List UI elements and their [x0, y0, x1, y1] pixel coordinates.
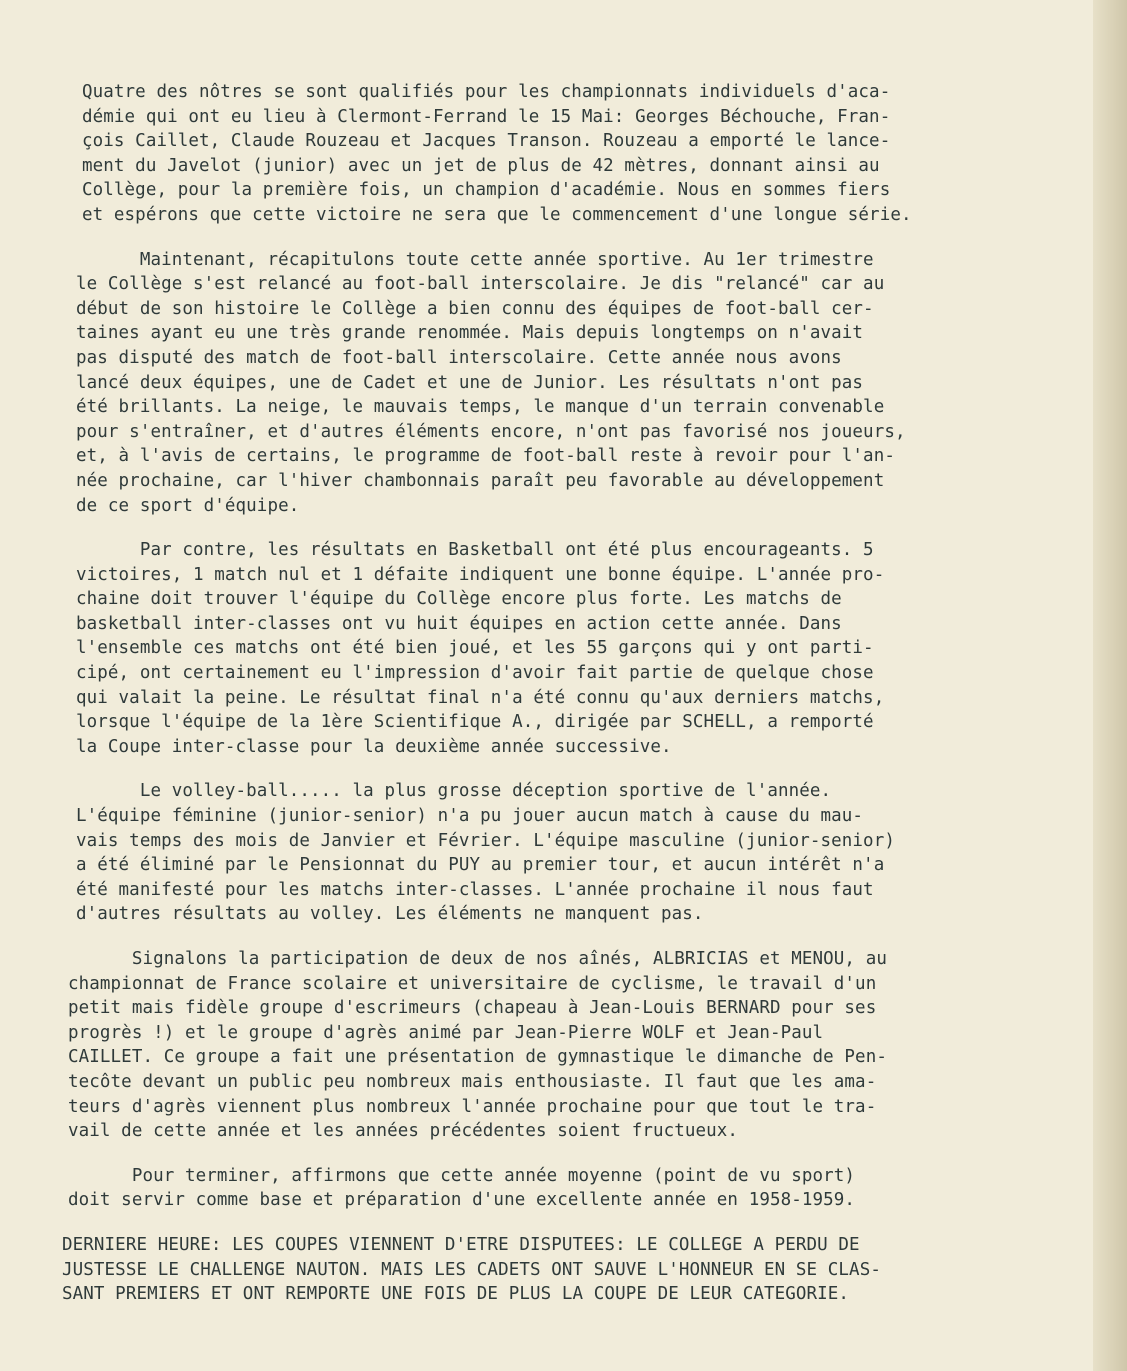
text-line: été manifesté pour les matchs inter-classes. L'année prochaine il nous faut	[76, 879, 874, 900]
text-line: SANT PREMIERS ET ONT REMPORTE UNE FOIS DE PLUS LA COUPE DE LEUR CATEGORIE.	[62, 1284, 850, 1305]
text-line: chaine doit trouver l'équipe du Collège encore plus forte. Les matchs de	[76, 589, 842, 610]
text-line: progrès !) et le groupe d'agrès animé par Jean-Pierre WOLF et Jean-Paul	[68, 1022, 824, 1043]
paragraph-academy-championships	[62, 80, 1092, 228]
text-line: Pour terminer, affirmons que cette année moyenne (point de vu sport)	[68, 1165, 856, 1186]
text-line: cipé, ont certainement eu l'impression d'avoir fait partie de quelque chose	[76, 663, 874, 684]
text-line: vail de cette année et les années précédentes soient fructueux.	[68, 1121, 739, 1142]
text-line: DERNIERE HEURE: LES COUPES VIENNENT D'ETRE DISPUTEES: LE COLLEGE A PERDU DE	[62, 1234, 860, 1255]
text-line: la Coupe inter-classe pour la deuxième année successive.	[76, 736, 672, 757]
text-line: pour s'entraîner, et d'autres éléments encore, n'ont pas favorisé nos joueurs,	[76, 421, 906, 442]
text-line: pas disputé des match de foot-ball interscolaire. Cette année nous avons	[76, 347, 842, 368]
page-edge	[1093, 0, 1127, 1371]
paragraph-basketball	[62, 538, 1092, 759]
text-line: CAILLET. Ce groupe a fait une présentation de gymnastique le dimanche de Pen-	[68, 1047, 887, 1068]
text-line: lorsque l'équipe de la 1ère Scientifique A., dirigée par SCHELL, a remporté	[76, 712, 874, 733]
text-line: ment du Javelot (junior) avec un jet de plus de 42 mètres, donnant ainsi au	[82, 155, 880, 176]
text-line: Maintenant, récapitulons toute cette année sportive. Au 1er trimestre	[76, 249, 874, 270]
paragraph-conclusion	[62, 1164, 1092, 1213]
text-line: teurs d'agrès viennent plus nombreux l'année prochaine pour que tout le tra-	[68, 1096, 877, 1117]
paragraph-football	[62, 248, 1092, 519]
text-line: démie qui ont eu lieu à Clermont-Ferrand le 15 Mai: Georges Béchouche, Fran-	[82, 106, 891, 127]
text-line: et espérons que cette victoire ne sera que le commencement d'une longue série.	[82, 204, 912, 225]
text-line: l'ensemble ces matchs ont été bien joué, et les 55 garçons qui y ont parti-	[76, 638, 874, 659]
text-line: et, à l'avis de certains, le programme de foot-ball reste à revoir pour l'an-	[76, 446, 895, 467]
text-line: de ce sport d'équipe.	[76, 495, 300, 516]
text-line: a été éliminé par le Pensionnat du PUY au premier tour, et aucun intérêt n'a	[76, 855, 885, 876]
text-line: victoires, 1 match nul et 1 défaite indiquent une bonne équipe. L'année pro-	[76, 564, 885, 585]
paragraph-other-sports	[62, 947, 1092, 1144]
text-line: vais temps des mois de Janvier et Février. L'équipe masculine (junior-senior)	[76, 830, 895, 851]
text-line: L'équipe féminine (junior-senior) n'a pu jouer aucun match à cause du mau-	[76, 806, 864, 827]
text-line: tecôte devant un public peu nombreux mais enthousiaste. Il faut que les ama-	[68, 1071, 877, 1092]
paragraph-late-news	[62, 1233, 1092, 1307]
text-line: basketball inter-classes ont vu huit équipes en action cette année. Dans	[76, 613, 842, 634]
text-line: d'autres résultats au volley. Les éléments ne manquent pas.	[76, 904, 704, 925]
text-line: été brillants. La neige, le mauvais temps, le manque d'un terrain convenable	[76, 397, 885, 418]
typed-document	[62, 80, 1092, 1327]
text-line: née prochaine, car l'hiver chambonnais paraît peu favorable au développement	[76, 470, 885, 491]
text-line: Le volley-ball..... la plus grosse déception sportive de l'année.	[76, 781, 832, 802]
text-line: doit servir comme base et préparation d'une excellente année en 1958-1959.	[68, 1190, 856, 1211]
text-line: petit mais fidèle groupe d'escrimeurs (chapeau à Jean-Louis BERNARD pour ses	[68, 998, 877, 1019]
text-line: début de son histoire le Collège a bien connu des équipes de foot-ball cer-	[76, 298, 874, 319]
text-line: championnat de France scolaire et universitaire de cyclisme, le travail d'un	[68, 973, 877, 994]
text-line: taines ayant eu une très grande renommée. Mais depuis longtemps on n'avait	[76, 323, 864, 344]
text-line: JUSTESSE LE CHALLENGE NAUTON. MAIS LES CADETS ONT SAUVE L'HONNEUR EN SE CLAS-	[62, 1259, 881, 1280]
text-line: qui valait la peine. Le résultat final n'a été connu qu'aux derniers matchs,	[76, 687, 885, 708]
text-line: lancé deux équipes, une de Cadet et une de Junior. Les résultats n'ont pas	[76, 372, 864, 393]
text-line: Par contre, les résultats en Basketball ont été plus encourageants. 5	[76, 540, 874, 561]
paragraph-volleyball	[62, 779, 1092, 927]
text-line: Signalons la participation de deux de nos aînés, ALBRICIAS et MENOU, au	[68, 949, 887, 969]
text-line: Quatre des nôtres se sont qualifiés pour les championnats individuels d'aca-	[82, 82, 891, 102]
text-line: çois Caillet, Claude Rouzeau et Jacques Transon. Rouzeau a emporté le lance-	[82, 131, 891, 152]
text-line: Collège, pour la première fois, un champion d'académie. Nous en sommes fiers	[82, 180, 891, 201]
text-line: le Collège s'est relancé au foot-ball interscolaire. Je dis "relancé" car au	[76, 274, 885, 295]
